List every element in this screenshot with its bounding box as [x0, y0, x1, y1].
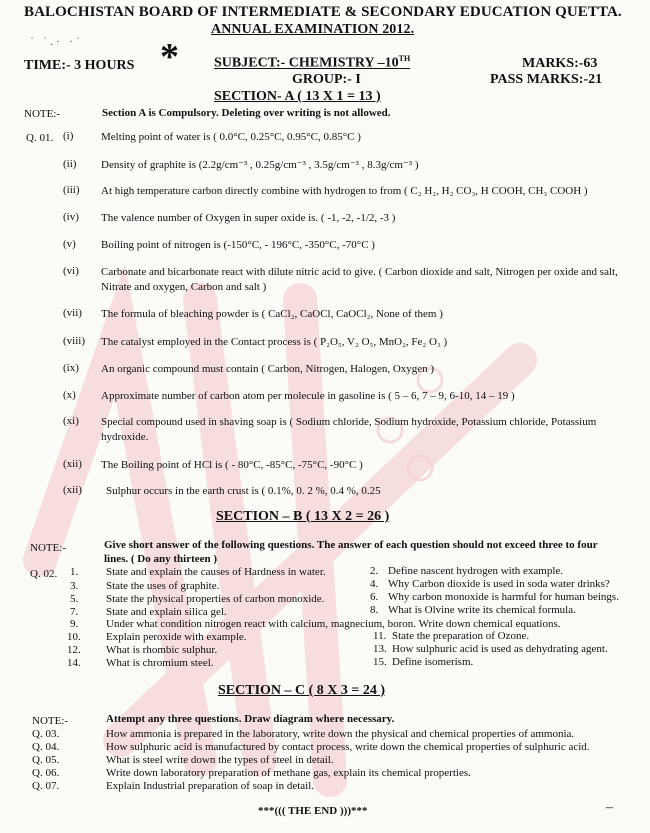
- board-title: BALOCHISTAN BOARD OF INTERMEDIATE & SECONDARY EDUCATION QUETTA.: [24, 4, 622, 20]
- short-question: What is rhombic sulphur.: [106, 644, 218, 656]
- short-question: State and explain the causes of Hardness in water.: [106, 566, 326, 578]
- mcq-number: (i): [63, 130, 74, 142]
- short-question-number: 10.: [67, 631, 81, 643]
- mcq-question: Approximate number of carbon atom per molecule in gasoline is ( 5 – 6, 7 – 9, 6-10, 14 – 19 ): [101, 390, 515, 402]
- mcq-number: (ix): [63, 362, 79, 374]
- short-question: Explain peroxide with example.: [106, 631, 247, 643]
- subject-text: SUBJECT:- CHEMISTRY –10: [214, 55, 399, 71]
- long-question: Explain Industrial preparation of soap in detail.: [106, 780, 315, 792]
- short-question-number: 4.: [370, 578, 379, 590]
- mcq-number: (x): [63, 389, 76, 401]
- group-label: GROUP:- I: [292, 72, 361, 87]
- section-a-note-label: NOTE:-: [24, 108, 61, 120]
- mcq-question: Special compound used in shaving soap is ( Sodium chloride, Sodium hydroxide, Potassium chloride, Potassium hydroxide.: [101, 416, 597, 443]
- q02-label: Q. 02.: [30, 568, 58, 580]
- short-question-number: 1.: [70, 566, 79, 578]
- star-icon: *: [160, 36, 179, 78]
- exam-title: ANNUAL EXAMINATION 2012.: [211, 22, 415, 37]
- time-label: TIME:- 3 HOURS: [24, 58, 135, 73]
- mcq-number: (xi): [63, 415, 79, 427]
- mcq-question: An organic compound must contain ( Carbon, Nitrogen, Halogen, Oxygen ): [101, 363, 435, 375]
- short-question: State and explain silica gel.: [106, 606, 227, 618]
- scribble-mark: ˙ ˙.· ·˙: [30, 34, 83, 48]
- short-question: Why carbon monoxide is harmful for human beings.: [388, 591, 619, 603]
- short-question: How sulphuric acid is used as dehydrating agent.: [392, 643, 608, 655]
- short-question: What is Olvine write its chemical formula.: [388, 604, 576, 616]
- section-c-title: SECTION – C ( 8 X 3 = 24 ): [218, 683, 386, 698]
- mcq-question: Sulphur occurs in the earth crust is ( 0.1%, 0. 2 %, 0.4 %, 0.25: [106, 485, 381, 497]
- mcq-question: Melting point of water is ( 0.0°C, 0.25°C, 0.95°C, 0.85°C ): [101, 131, 361, 143]
- page-mark: –: [606, 800, 613, 815]
- short-question-number: 12.: [67, 644, 81, 656]
- section-a-title: SECTION- A ( 13 X 1 = 13 ): [214, 89, 381, 104]
- long-question: How ammonia is prepared in the laboratory, write down the physical and chemical properties of ammonia.: [106, 728, 575, 740]
- long-question: How sulphuric acid is manufactured by contact process, write down the chemical properties of sulphuric acid.: [106, 741, 590, 753]
- mcq-number: (v): [63, 238, 76, 250]
- section-c-note: Attempt any three questions. Draw diagram where necessary.: [106, 713, 395, 725]
- short-question-number: 8.: [370, 604, 379, 616]
- long-question-number: Q. 06.: [32, 767, 60, 779]
- mcq-question: Density of graphite is (2.2g/cm⁻³ , 0.25g/cm⁻³ , 3.5g/cm⁻³ , 8.3g/cm⁻³ ): [101, 159, 419, 171]
- short-question: Under what condition nitrogen react with calcium, magnecium, boron. Write down chemical equations.: [106, 618, 561, 630]
- mcq-number: (xii): [63, 458, 82, 470]
- section-b-title: SECTION – B ( 13 X 2 = 26 ): [216, 509, 390, 524]
- short-question-number: 15.: [373, 656, 387, 668]
- mcq-number: (viii): [63, 335, 85, 347]
- short-question-number: 2.: [370, 565, 379, 577]
- short-question: Why Carbon dioxide is used in soda water drinks?: [388, 578, 610, 590]
- section-b-note: Give short answer of the following questions. The answer of each question should not exceed three to four lines. ( Do any thirteen ): [104, 539, 598, 565]
- mcq-number: (vii): [63, 307, 82, 319]
- short-question: Define isomerism.: [392, 656, 474, 668]
- short-question: State the preparation of Ozone.: [392, 630, 530, 642]
- subject-sup: TH: [398, 54, 411, 63]
- long-question-number: Q. 05.: [32, 754, 60, 766]
- long-question: Write down laboratory preparation of methane gas, explain its chemical properties.: [106, 767, 471, 779]
- mcq-question: The valence number of Oxygen in super oxide is. ( -1, -2, -1/2, -3 ): [101, 212, 396, 224]
- short-question: Define nascent hydrogen with example.: [388, 565, 564, 577]
- short-question: What is chromium steel.: [106, 657, 214, 669]
- short-question-number: 6.: [370, 591, 379, 603]
- mcq-question: Boiling point of nitrogen is (-150°C, - 196°C, -350°C, -70°C ): [101, 239, 375, 251]
- marks-label: MARKS:-63: [522, 56, 598, 71]
- short-question-number: 5.: [70, 593, 79, 605]
- long-question-number: Q. 04.: [32, 741, 60, 753]
- short-question-number: 9.: [70, 618, 79, 630]
- long-question: What is steel write down the types of steel in detail.: [106, 754, 334, 766]
- short-question-number: 11.: [373, 630, 387, 642]
- mcq-number: (iii): [63, 184, 80, 196]
- long-question-number: Q. 07.: [32, 780, 60, 792]
- mcq-number: (iv): [63, 211, 79, 223]
- short-question-number: 13.: [373, 643, 387, 655]
- mcq-number: (xii): [63, 484, 82, 496]
- pass-marks-label: PASS MARKS:-21: [490, 72, 603, 87]
- mcq-number: (ii): [63, 158, 77, 170]
- section-a-note: Section A is Compulsory. Deleting over writing is not allowed.: [102, 107, 391, 119]
- long-question-number: Q. 03.: [32, 728, 60, 740]
- section-b-note-label: NOTE:-: [30, 542, 67, 554]
- subject-label: [214, 54, 410, 72]
- mcq-question: The Boiling point of HCl is ( - 80°C, -85°C, -75°C, -90°C ): [101, 459, 363, 471]
- the-end: ***((( THE END )))***: [258, 805, 368, 817]
- short-question-number: 7.: [70, 606, 79, 618]
- mcq-question: Carbonate and bicarbonate react with dilute nitric acid to give. ( Carbon dioxide and salt, Nitrogen per oxide and salt, Nitrate and oxygen, Carbon and salt ): [101, 266, 618, 293]
- short-question-number: 14.: [67, 657, 81, 669]
- short-question: State the uses of graphite.: [106, 580, 220, 592]
- mcq-question: The catalyst employed in the Contact process is ( P₂O₅, V₂ O₅, MnO₂, Fe₂ O₃ ): [101, 336, 448, 348]
- mcq-question: At high temperature carbon directly combine with hydrogen to from ( C₂ H₂, H₂ CO₃, H COOH, CH₃ COOH ): [101, 185, 588, 197]
- mcq-number: (vi): [63, 265, 79, 277]
- q01-label: Q. 01.: [26, 132, 54, 144]
- short-question: State the physical properties of carbon monoxide.: [106, 593, 325, 605]
- short-question-number: 3.: [70, 580, 79, 592]
- section-c-note-label: NOTE:-: [32, 715, 69, 727]
- mcq-question: The formula of bleaching powder is ( CaCl₂, CaOCl, CaOCl₂, None of them ): [101, 308, 443, 320]
